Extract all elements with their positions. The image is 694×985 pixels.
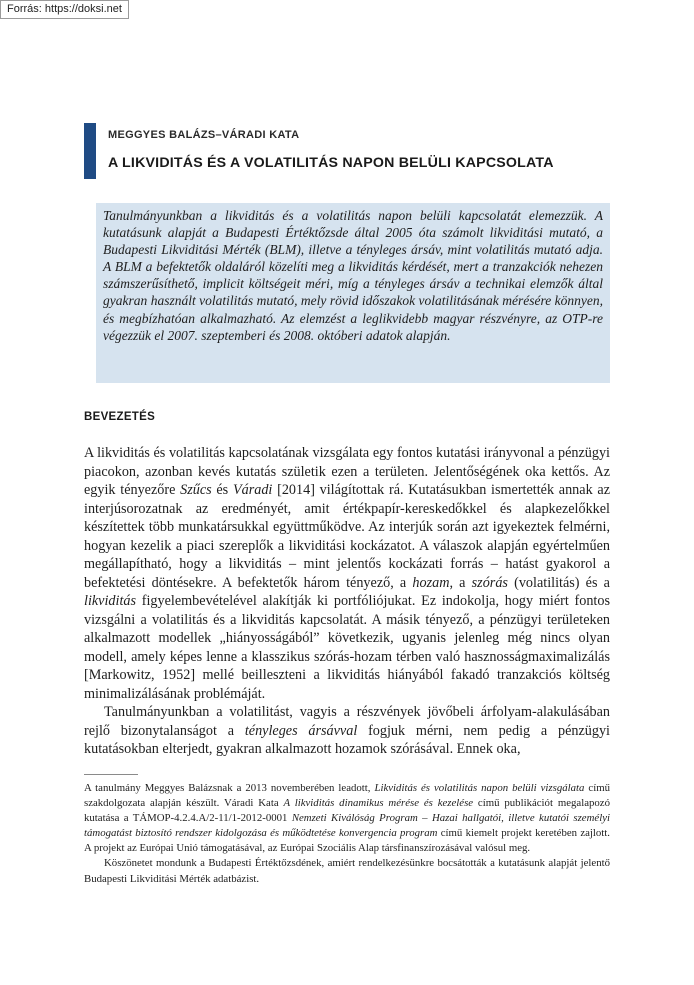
footnote-italic-title: A likviditás dinamikus mérése és kezelése bbox=[283, 797, 474, 810]
footnote-text-run: A tanulmány Meggyes Balázsnak a 2013 novemberében leadott, bbox=[84, 782, 375, 794]
body-text-run: fogjuk mérni, nem pedig a pénzügyi kutatásokban elterjedt, gyakran alkalmazott hozamok szórásával. Ennek oka, bbox=[84, 722, 611, 757]
abstract-box bbox=[96, 203, 610, 383]
section-heading-introduction: BEVEZETÉS bbox=[84, 411, 156, 423]
body-text-run: (volatilitás) és a bbox=[507, 574, 610, 591]
footnote-divider bbox=[84, 774, 138, 775]
body-text-run: figyelembevételével alakítják ki portfóliójukat. Ez indokolja, hogy miért fontos vizsgálni a volatilitás és a likviditás kapcsolatát. A másik tényező, a pénzügyi területeken alkalmazott modellek „hiányosságából” következik, ugyanis jelenleg még nincs olyan modell, amely képes lenne a klasszikus szórás-hozam térben való hasznosságmaximalizálás [Markowitz, 1952] mellé beilleszteni a likviditás hiányából fakadó tranzakciós költség minimalizálásának problémáját. bbox=[84, 593, 610, 702]
footnote-text-run: című kiemelt projekt keretében zajlott. A projekt az Európai Unió támogatásával, az Európai Szociális Alap társfinanszírozásával valósul meg. bbox=[84, 827, 611, 855]
body-text-run: , a bbox=[449, 574, 472, 591]
footnote-text-run: című publikációt megalapozó kutatása a TÁMOP-4.2.4.A/2-11/1-2012-0001 bbox=[84, 797, 610, 825]
body-text-run: Tanulmányunkban a volatilitást, vagyis a részvények jövőbeli árfolyam-alakulásában rejlő bizonytalanságot a bbox=[84, 704, 610, 739]
footnote-italic-title: Likviditás és volatilitás napon belüli vizsgálata bbox=[374, 782, 585, 794]
emphasis-term: tényleges ársávval bbox=[244, 722, 358, 739]
emphasis-term: likviditás bbox=[84, 593, 137, 609]
footnotes bbox=[84, 781, 610, 887]
footnote-italic-title: Nemzeti Kiválóság Program – Hazai hallgatói, illetve kutatói személyi támogatást biztosító rendszer kidolgozása és működtetése konvergencia program bbox=[84, 812, 610, 840]
article-title: A LIKVIDITÁS ÉS A VOLATILITÁS NAPON BELÜLI KAPCSOLATA bbox=[108, 155, 554, 171]
footnote-paragraph-2: Köszönetet mondunk a Budapesti Értéktőzsdének, amiért rendelkezésünkre bocsátották a kutatásunk alapját jelentő Budapesti Likviditási Mérték adatbázist. bbox=[84, 857, 610, 885]
body-text-run: és bbox=[211, 482, 233, 498]
author-citation: Váradi bbox=[232, 482, 273, 498]
emphasis-term: hozam bbox=[412, 574, 450, 591]
body-text-run: [2014] világítottak rá. Kutatásukban ismertették annak az interjúsorozatnak az eredményét, amit értékpapír-kereskedőkkel és alapkezelőkkel készítettek több munkatársukkal együttműködve. Az interjúk során azt igyekeztek felmérni, hogyan kezelik a piaci szereplők a likviditási kockázatot. A válaszok alapján egyértelműen megállapítható, hogy a likviditás – mint jelentős kockázati forrás – hatást gyakorol a befektetési döntésekre. A befektetők három tényező, a bbox=[84, 482, 610, 591]
article-authors: MEGGYES BALÁZS–VÁRADI KATA bbox=[108, 129, 300, 141]
abstract-text: Tanulmányunkban a likviditás és a volatilitás napon belüli kapcsolatát elemezzük. A kutatásunk alapját a Budapesti Értéktőzsde által 2005 óta számolt likviditási mutató, a Budapesti Likviditási Mérték (BLM), illetve a tényleges ársáv, mint volatilitás mutató adja. A BLM a befektetők oldaláról közelíti meg a likviditás kérdését, mert a tranzakciók nehezen számszerűsíthető, implicit költségeit méri, míg a tényleges ársáv a technikai elemzők által gyakran használt volatilitás mutató, mely rövid időszakok volatilitásának mérésére könnyen, és megbízhatóan alkalmazható. Az elemzést a leglikvidebb magyar részvényre, az OTP-re végezzük el 2007. szeptemberi és 2008. októberi adatok alapján. bbox=[103, 208, 603, 343]
body-paragraph-2 bbox=[84, 703, 610, 759]
source-label: Forrás: https://doksi.net bbox=[0, 0, 129, 19]
article-body bbox=[84, 444, 610, 759]
footnote-paragraph-1 bbox=[84, 781, 610, 856]
article-header bbox=[84, 123, 614, 179]
body-text-run: A likviditás és volatilitás kapcsolatának vizsgálata egy fontos kutatási irányvonal a pénzügyi piacokon, azonban kevés kutatás születik ezen a területen. Jelentőségének oka kettős. Az egyik tényezőre bbox=[84, 445, 610, 498]
body-paragraph-1 bbox=[84, 444, 610, 703]
footnote-text-run: című szakdolgozata alapján készült. Váradi Kata bbox=[84, 782, 610, 810]
author-citation: Szűcs bbox=[180, 482, 212, 498]
emphasis-term: szórás bbox=[471, 574, 508, 591]
